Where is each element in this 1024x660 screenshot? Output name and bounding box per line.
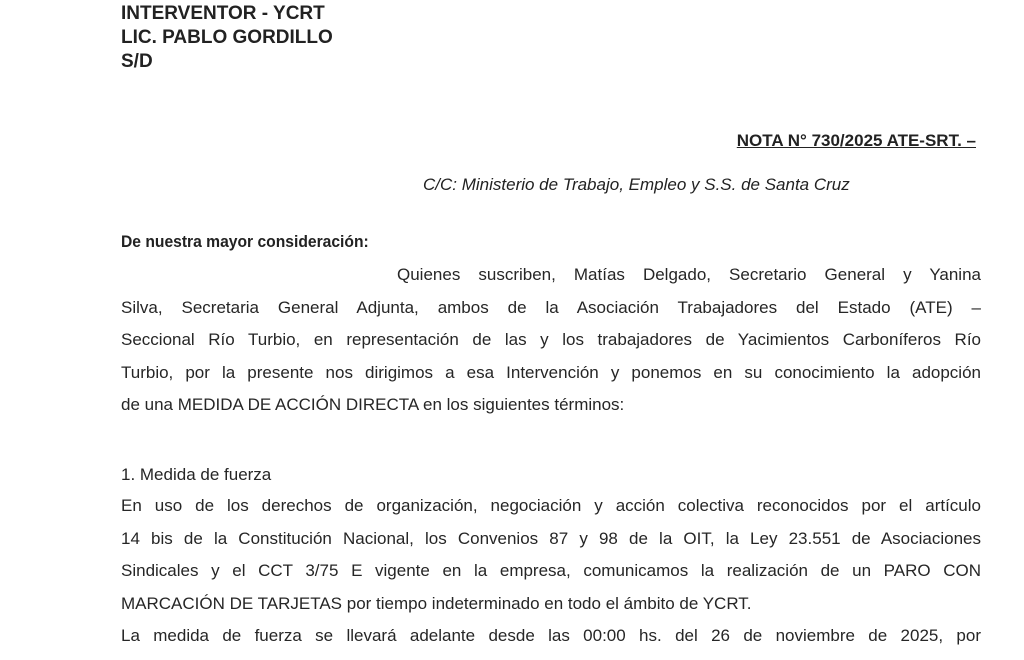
- section-heading: 1. Medida de fuerza: [121, 465, 272, 484]
- paragraph-line: MARCACIÓN DE TARJETAS por tiempo indeterminado en todo el ámbito de YCRT.: [121, 593, 752, 613]
- paragraph-line: Seccional Río Turbio, en representación de las y los trabajadores de Yacimientos Carboníferos Río: [121, 330, 981, 349]
- paragraph-line: Turbio, por la presente nos dirigimos a esa Intervención y ponemos en su conocimiento la adopción: [121, 362, 981, 382]
- addressee-name: LIC. PABLO GORDILLO: [121, 27, 333, 48]
- paragraph-line: 14 bis de la Constitución Nacional, los Convenios 87 y 98 de la OIT, la Ley 23.551 de Asociaciones: [121, 528, 981, 548]
- note-number: NOTA N° 730/2025 ATE-SRT. –: [736, 131, 976, 150]
- addressee-block: [121, 2, 333, 74]
- carbon-copy-line: C/C: Ministerio de Trabajo, Empleo y S.S. de Santa Cruz: [423, 175, 850, 194]
- salutation: De nuestra mayor consideración:: [121, 232, 369, 251]
- section-paragraph: [121, 490, 981, 653]
- intro-paragraph: [121, 259, 981, 422]
- paragraph-line: Sindicales y el CCT 3/75 E vigente en la empresa, comunicamos la realización de un PARO CON: [121, 561, 981, 580]
- paragraph-line: En uso de los derechos de organización, negociación y acción colectiva reconocidos por el artículo: [121, 496, 981, 515]
- paragraph-line: de una MEDIDA DE ACCIÓN DIRECTA en los siguientes términos:: [121, 395, 625, 414]
- paragraph-line: Quienes suscriben, Matías Delgado, Secretario General y Yanina: [397, 265, 981, 284]
- paragraph-line: Silva, Secretaria General Adjunta, ambos de la Asociación Trabajadores del Estado (ATE) –: [121, 297, 981, 317]
- addressee-sd: S/D: [121, 51, 153, 72]
- addressee-title: INTERVENTOR - YCRT: [121, 3, 325, 24]
- paragraph-line: La medida de fuerza se llevará adelante desde las 00:00 hs. del 26 de noviembre de 2025, por: [121, 626, 981, 645]
